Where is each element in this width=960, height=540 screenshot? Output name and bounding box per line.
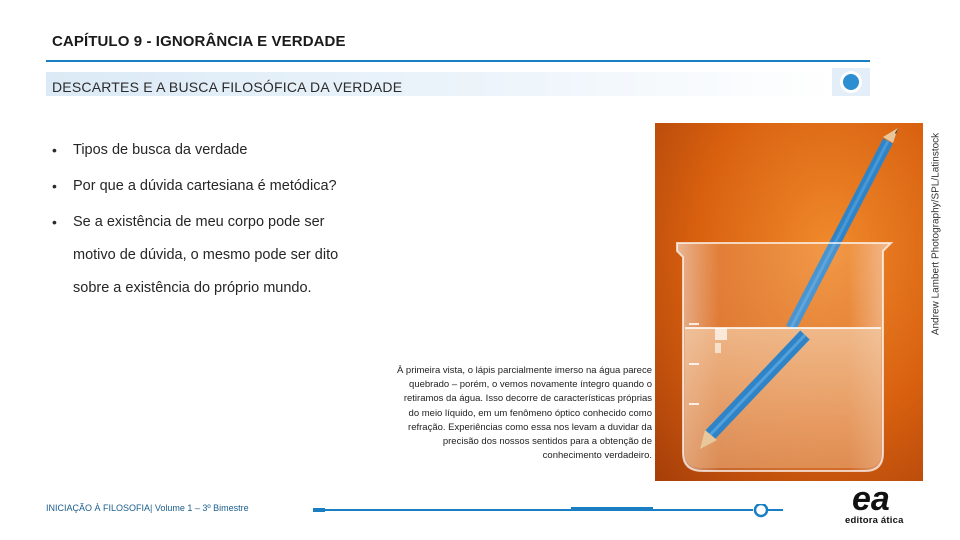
bullet-item <box>52 170 392 203</box>
bullet-text: sobre a existência do próprio mundo. <box>73 280 312 296</box>
photo-caption: À primeira vista, o lápis parcialmente imerso na água parece quebrado – porém, o vemos novamente íntegro quando o retiramos da água. Isso decorre de características próprias do meio líquido, em um fenômeno óptico conhecido como refração. Experiências como essa nos levam a duvidar da precisão dos nossos sentidos para a obtenção de conhecimento verdadeiro. <box>396 365 652 462</box>
photo-credit <box>930 116 942 352</box>
footer-text: INICIAÇÃO À FILOSOFIA| Volume 1 – 3º Bimestre <box>46 503 249 513</box>
bullet-dot: • <box>52 178 57 194</box>
publisher-name: editora ática <box>845 515 904 526</box>
chapter-title: CAPÍTULO 9 - IGNORÂNCIA E VERDADE <box>52 33 346 50</box>
bullet-text: Tipos de busca da verdade <box>73 142 248 158</box>
photo-credit-text: Andrew Lambert Photography/SPL/Latinstock <box>930 132 942 336</box>
bullet-item <box>52 134 392 167</box>
bullet-dot: • <box>52 142 57 158</box>
bullet-item <box>52 206 392 239</box>
editora-logo-icon <box>850 483 902 515</box>
chapter-divider <box>46 60 870 62</box>
bullet-text: Se a existência de meu corpo pode ser <box>73 214 325 230</box>
bullet-continuation <box>52 239 392 272</box>
section-circle-icon <box>832 68 870 96</box>
photo-illustration <box>655 123 923 481</box>
bullet-list <box>52 134 392 305</box>
bullet-text: Por que a dúvida cartesiana é metódica? <box>73 178 337 194</box>
svg-text:ea: ea <box>852 483 890 515</box>
bullet-text: motivo de dúvida, o mesmo pode ser dito <box>73 247 339 263</box>
bullet-dot: • <box>52 214 57 230</box>
section-title: DESCARTES E A BUSCA FILOSÓFICA DA VERDADE <box>52 79 403 95</box>
pencil-in-water-photo <box>655 123 923 481</box>
footer-divider <box>313 504 783 518</box>
bullet-continuation <box>52 272 392 305</box>
